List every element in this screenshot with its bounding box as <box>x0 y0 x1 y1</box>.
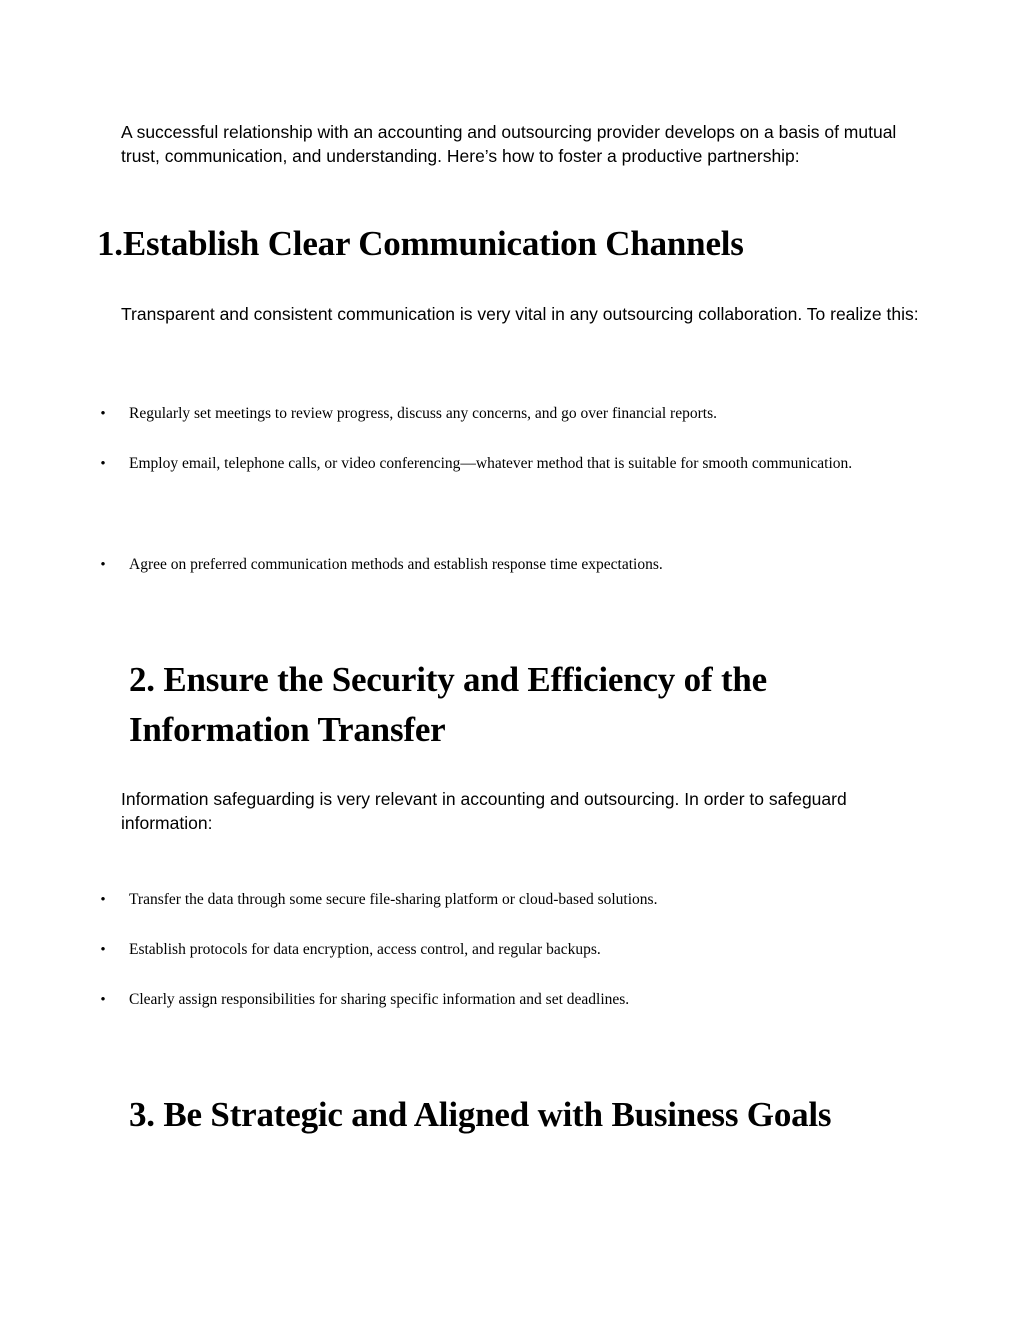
list-item-text: Transfer the data through some secure file-sharing platform or cloud-based solutions. <box>129 891 658 908</box>
section3-heading: 3. Be Strategic and Aligned with Business Goals <box>129 1095 832 1134</box>
section2-paragraph: Information safeguarding is very relevant in accounting and outsourcing. In order to safeguard information: <box>121 789 847 833</box>
intro-paragraph: A successful relationship with an accounting and outsourcing provider develops on a basis of mutual trust, communication, and understanding. Here’s how to foster a productive partnership: <box>121 122 897 166</box>
list-item <box>0 990 1024 1020</box>
bullet-icon: • <box>100 456 106 472</box>
bullet-icon: • <box>100 557 106 573</box>
bullet-icon: • <box>100 992 106 1008</box>
list-item-text: Agree on preferred communication methods and establish response time expectations. <box>129 556 663 573</box>
list-item-text: Establish protocols for data encryption, access control, and regular backups. <box>129 941 601 958</box>
list-item-text: Regularly set meetings to review progress, discuss any concerns, and go over financial reports. <box>129 405 717 422</box>
list-item-text: Employ email, telephone calls, or video conferencing—whatever method that is suitable for smooth communication. <box>129 455 853 472</box>
list-item <box>0 404 1024 434</box>
list-item-text: Clearly assign responsibilities for sharing specific information and set deadlines. <box>129 991 630 1008</box>
bullet-icon: • <box>100 942 106 958</box>
list-item <box>0 555 1024 585</box>
section1-paragraph: Transparent and consistent communication is very vital in any outsourcing collaboration. To realize this: <box>121 304 919 324</box>
list-item <box>0 890 1024 920</box>
list-item <box>0 940 1024 970</box>
section2-heading: 2. Ensure the Security and Efficiency of the Information Transfer <box>129 660 768 749</box>
bullet-icon: • <box>100 892 106 908</box>
section1-heading: 1.Establish Clear Communication Channels <box>97 224 744 263</box>
bullet-icon: • <box>100 406 106 422</box>
list-item <box>0 454 1024 534</box>
